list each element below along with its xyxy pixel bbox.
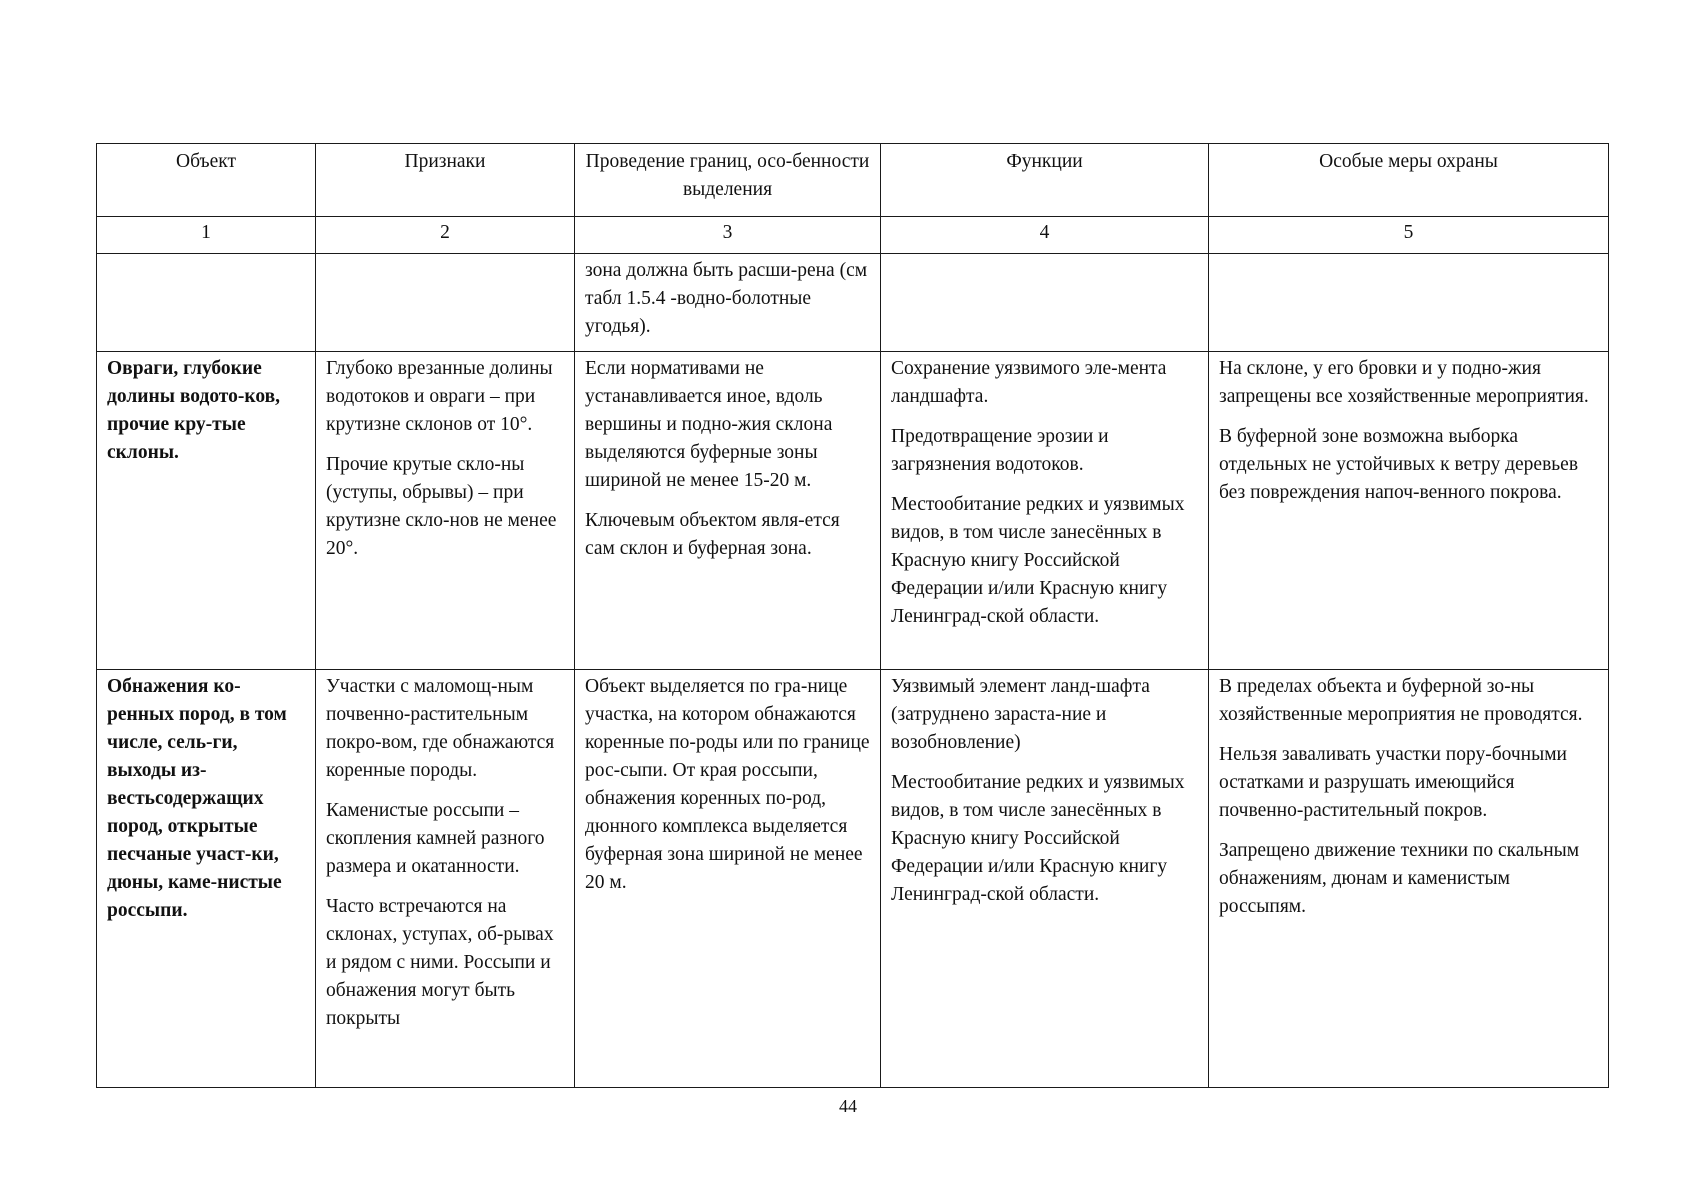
header-object: Объект — [97, 144, 316, 217]
table-row — [97, 352, 1609, 670]
column-number-row — [97, 217, 1609, 254]
continuation-measures-cell — [1209, 254, 1609, 352]
continuation-row — [97, 254, 1609, 352]
continuation-object-cell — [97, 254, 316, 352]
column-number: 5 — [1209, 217, 1609, 254]
paragraph: Запрещено движение техники по скальным обнажениям, дюнам и каменистым россыпям. — [1219, 840, 1580, 917]
header-measures: Особые меры охраны — [1209, 144, 1609, 217]
paragraph: Участки с маломощ-ным почвенно-растительным покро-вом, где обнажаются коренные породы. — [326, 676, 555, 781]
measures-cell — [1209, 670, 1609, 1088]
paragraph: Ключевым объектом явля-ется сам склон и буферная зона. — [585, 510, 840, 559]
functions-cell — [881, 352, 1209, 670]
borders-cell — [575, 352, 881, 670]
paragraph: Часто встречаются на склонах, уступах, об-рывах и рядом с ними. Россыпи и обнажения могут быть покрыты — [326, 896, 554, 1029]
column-number: 4 — [881, 217, 1209, 254]
table-header-row — [97, 144, 1609, 217]
paragraph: Местообитание редких и уязвимых видов, в том числе занесённых в Красную книгу Российской Федерации и/или Красную книгу Ленинград-ской области. — [891, 772, 1185, 905]
continuation-signs-cell — [316, 254, 575, 352]
header-borders: Проведение границ, осо-бенности выделения — [575, 144, 881, 217]
paragraph: Объект выделяется по гра-нице участка, на котором обнажаются коренные по-роды или по границе рос-сыпи. От края россыпи, обнажения коренных по-род, дюнного комплекса выделяется буферная зона шириной не менее 20 м. — [585, 676, 870, 893]
functions-cell — [881, 670, 1209, 1088]
document-table — [96, 143, 1609, 1088]
column-number: 3 — [575, 217, 881, 254]
paragraph: Если нормативами не устанавливается иное, вдоль вершины и подно-жия склона выделяются буферные зоны шириной не менее 15-20 м. — [585, 358, 833, 491]
paragraph: В пределах объекта и буферной зо-ны хозяйственные мероприятия не проводятся. — [1219, 676, 1583, 725]
continuation-functions-cell — [881, 254, 1209, 352]
column-number: 2 — [316, 217, 575, 254]
header-signs: Признаки — [316, 144, 575, 217]
continuation-borders-cell: зона должна быть расши-рена (см табл 1.5.4 -водно-болотные угодья). — [575, 254, 881, 352]
header-functions: Функции — [881, 144, 1209, 217]
paragraph: Глубоко врезанные долины водотоков и овраги – при крутизне склонов от 10°. — [326, 358, 553, 435]
signs-cell — [316, 670, 575, 1088]
table-row — [97, 670, 1609, 1088]
signs-cell — [316, 352, 575, 670]
paragraph: Предотвращение эрозии и загрязнения водотоков. — [891, 426, 1109, 475]
paragraph: На склоне, у его бровки и у подно-жия запрещены все хозяйственные мероприятия. — [1219, 358, 1589, 407]
paragraph: В буферной зоне возможна выборка отдельных не устойчивых к ветру деревьев без повреждения напоч-венного покрова. — [1219, 426, 1579, 503]
column-number: 1 — [97, 217, 316, 254]
paragraph: Прочие крутые скло-ны (уступы, обрывы) – при крутизне скло-нов не менее 20°. — [326, 454, 557, 559]
object-cell: Обнажения ко-ренных пород, в том числе, сель-ги, выходы из-вестьсодержащих пород, открытые песчаные участ-ки, дюны, каме-нистые россыпи. — [97, 670, 316, 1088]
page-number: 44 — [839, 1096, 857, 1116]
paragraph: Нельзя заваливать участки пору-бочными остатками и разрушать имеющийся почвенно-растительный покров. — [1219, 744, 1567, 821]
paragraph: Уязвимый элемент ланд-шафта (затруднено зараста-ние и возобновление) — [891, 676, 1150, 753]
paragraph: Сохранение уязвимого эле-мента ландшафта. — [891, 358, 1167, 407]
object-cell: Овраги, глубокие долины водото-ков, прочие кру-тые склоны. — [97, 352, 316, 670]
paragraph: Каменистые россыпи – скопления камней разного размера и окатанности. — [326, 800, 545, 877]
paragraph: Местообитание редких и уязвимых видов, в том числе занесённых в Красную книгу Российской Федерации и/или Красную книгу Ленинград-ской области. — [891, 494, 1185, 627]
borders-cell — [575, 670, 881, 1088]
measures-cell — [1209, 352, 1609, 670]
